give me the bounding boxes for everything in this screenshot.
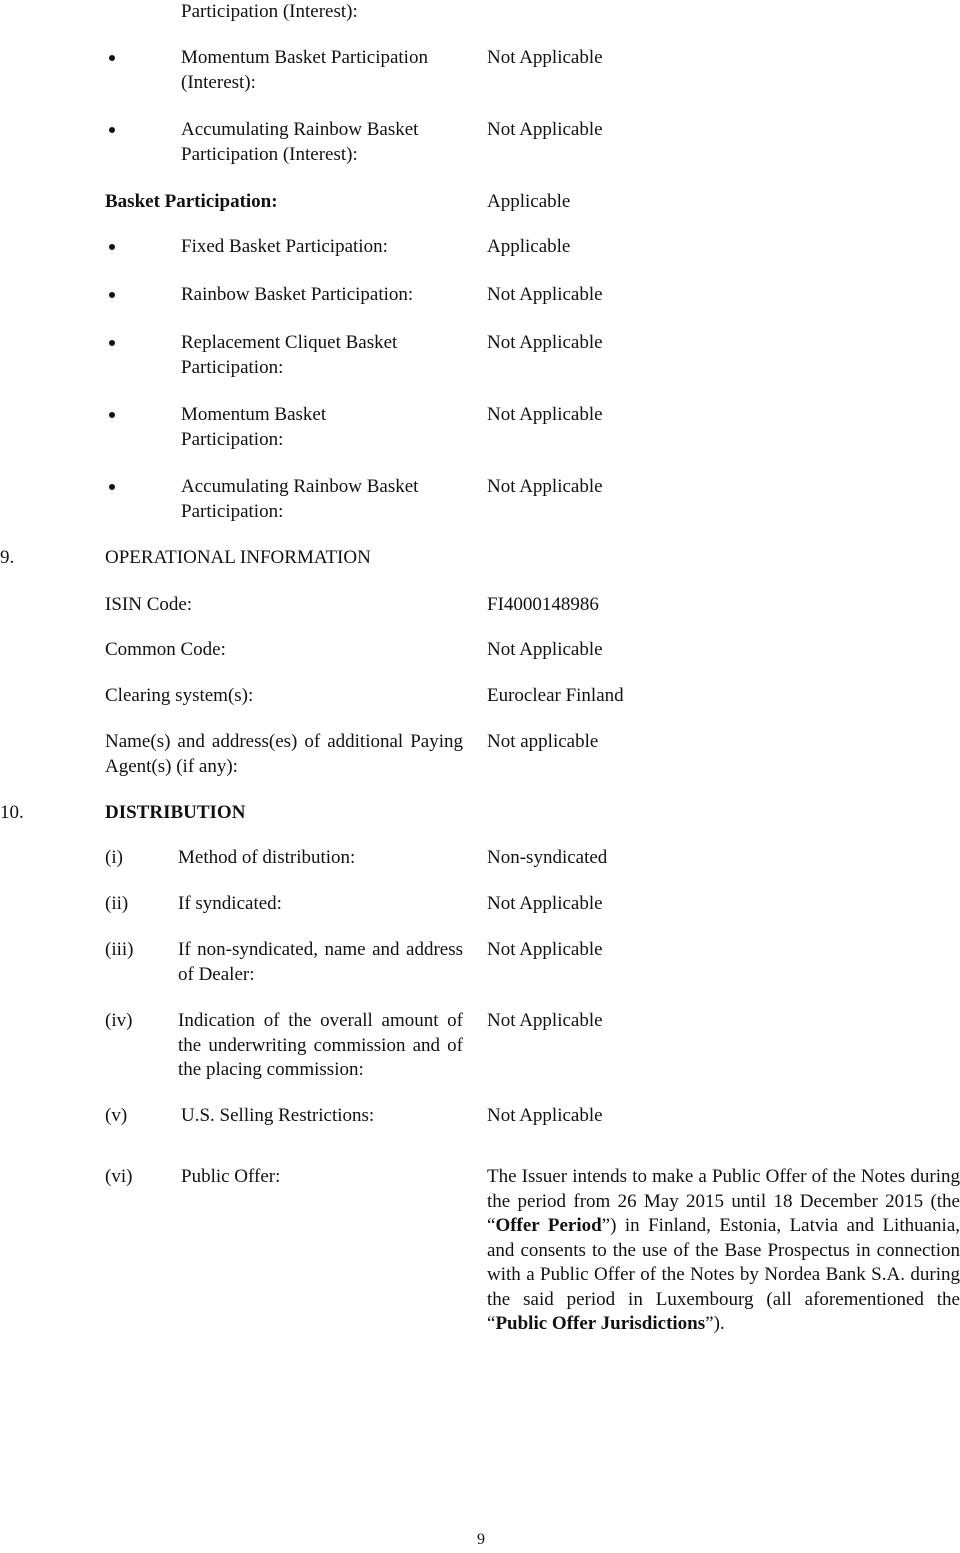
basket-participation-value: Applicable — [487, 191, 571, 212]
section-title: DISTRIBUTION — [105, 802, 246, 823]
field-label: Clearing system(s): — [105, 685, 254, 706]
field-value: Not Applicable — [487, 639, 603, 660]
row-number: (vi) — [105, 1166, 133, 1187]
field-value: Not applicable — [487, 731, 599, 752]
public-offer-text — [487, 1165, 960, 1337]
field-value: FI4000148986 — [487, 594, 599, 615]
field-value: Not Applicable — [487, 1105, 603, 1126]
item-value: Applicable — [487, 236, 571, 257]
bullet-icon — [109, 55, 115, 61]
public-offer-jurisdictions-term: Public Offer Jurisdictions — [495, 1313, 706, 1334]
continued-label: Participation (Interest): — [181, 1, 358, 22]
field-label: If non-syndicated, name and address of Dealer: — [178, 939, 463, 985]
bullet-icon — [109, 292, 115, 298]
item-value: Not Applicable — [487, 47, 603, 68]
row-number: (ii) — [105, 893, 129, 914]
bullet-icon — [109, 340, 115, 346]
item-label: Accumulating Rainbow Basket Participation: — [181, 476, 419, 522]
item-value: Not Applicable — [487, 332, 603, 353]
row-number: (i) — [105, 847, 123, 868]
field-value: Not Applicable — [487, 1010, 603, 1031]
field-value: Non-syndicated — [487, 847, 608, 868]
field-label: If syndicated: — [178, 893, 282, 914]
item-value: Not Applicable — [487, 284, 603, 305]
item-label: Replacement Cliquet Basket Participation: — [181, 332, 398, 378]
row-number: (iv) — [105, 1010, 133, 1031]
page-number: 9 — [477, 1531, 485, 1548]
field-label: Indication of the overall amount of the underwriting commission and of the placing commission: — [178, 1010, 463, 1080]
offer-text-part: ”). — [705, 1313, 725, 1334]
row-number: (v) — [105, 1105, 128, 1126]
item-label: Rainbow Basket Participation: — [181, 284, 414, 305]
field-label: ISIN Code: — [105, 594, 193, 615]
item-value: Not Applicable — [487, 119, 603, 140]
section-title: OPERATIONAL INFORMATION — [105, 547, 371, 568]
field-label: Common Code: — [105, 639, 226, 660]
item-label: Momentum Basket Participation: — [181, 404, 327, 450]
section-number: 9. — [0, 547, 15, 568]
bullet-icon — [109, 484, 115, 490]
item-value: Not Applicable — [487, 404, 603, 425]
bullet-icon — [109, 412, 115, 418]
section-number: 10. — [0, 802, 24, 823]
item-label: Fixed Basket Participation: — [181, 236, 388, 257]
item-label: Accumulating Rainbow Basket Participation (Interest): — [181, 119, 419, 165]
offer-period-term: Offer Period — [495, 1215, 602, 1236]
field-value: Euroclear Finland — [487, 685, 624, 706]
row-number: (iii) — [105, 939, 134, 960]
field-label: Public Offer: — [181, 1166, 281, 1187]
basket-participation-label: Basket Participation: — [105, 191, 278, 212]
item-label: Momentum Basket Participation (Interest): — [181, 47, 428, 93]
field-label: Method of distribution: — [178, 847, 356, 868]
item-value: Not Applicable — [487, 476, 603, 497]
bullet-icon — [109, 127, 115, 133]
offer-text-part: ”) in Finland, Estonia, Latvia and Lithuania, and consents to the use of the Base Prospectus in connection with a Public Offer of the Notes by Nordea Bank S.A. during the said period in Luxembourg (all aforementioned the “ — [487, 1215, 960, 1334]
field-value: Not Applicable — [487, 893, 603, 914]
offer-text-part: The Issuer intends to make a Public Offer of the Notes during the period from 26 May 2015 until 18 December 2015 (the “ — [487, 1166, 960, 1236]
field-label: Name(s) and address(es) of additional Paying Agent(s) (if any): — [105, 731, 463, 777]
field-label: U.S. Selling Restrictions: — [181, 1105, 375, 1126]
field-value: Not Applicable — [487, 939, 603, 960]
bullet-icon — [109, 244, 115, 250]
